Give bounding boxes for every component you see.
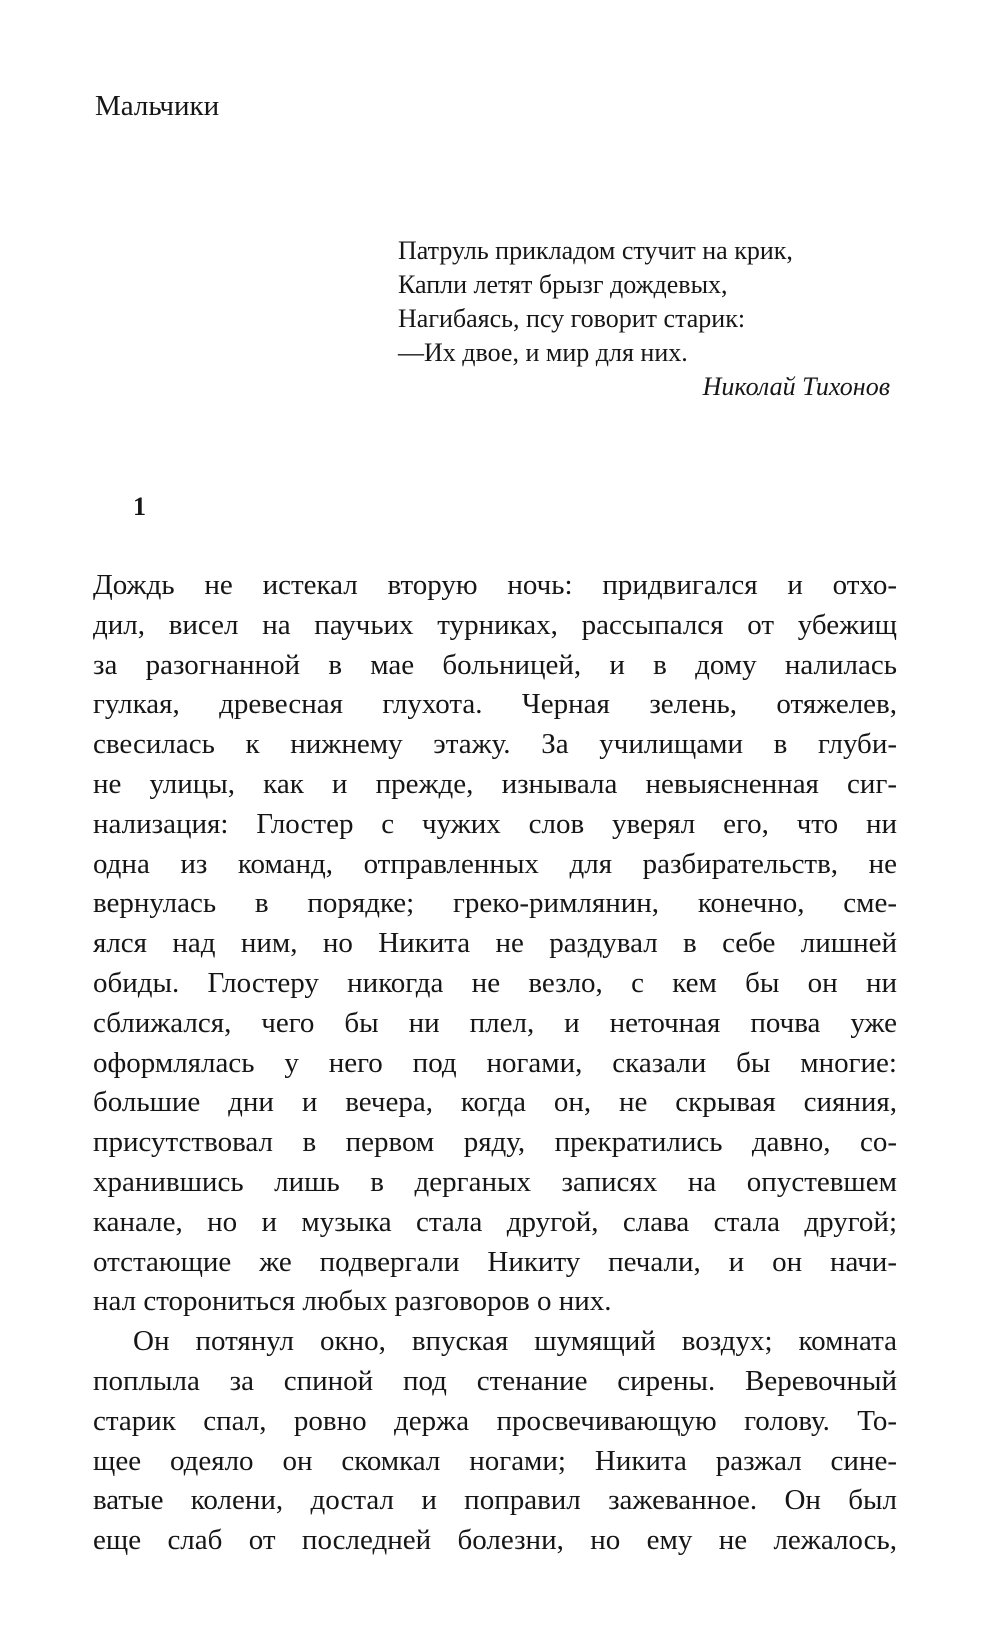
text-line: еще слаб от последней болезни, но ему не лежалось,	[93, 1524, 897, 1557]
text-line: щее одеяло он скомкал ногами; Никита разжал сине-	[93, 1444, 897, 1477]
text-line: не улицы, как и прежде, изнывала невыясненная сиг-	[93, 767, 897, 800]
text-line: Дождь не истекал вторую ночь: придвигался и отхо-	[93, 569, 897, 601]
text-line: старик спал, ровно держа просвечивающую голову. То-	[93, 1404, 897, 1437]
text-line: нализация: Глостер с чужих слов уверял его, что ни	[93, 807, 897, 840]
text-line: обиды. Глостеру никогда не везло, с кем бы он ни	[93, 966, 897, 999]
chapter-title: Мальчики	[95, 90, 220, 122]
text-line: хранившись лишь в дерганых записях на опустевшем	[93, 1165, 897, 1198]
body-text	[93, 566, 897, 1561]
text-line: ялся над ним, но Никита не раздувал в себе лишней	[93, 927, 897, 960]
text-line: сближался, чего бы ни плел, и неточная почва уже	[93, 1006, 897, 1039]
epigraph-author: Николай Тихонов	[702, 372, 890, 401]
text-line: вернулась в порядке; греко-римлянин, конечно, сме-	[93, 887, 897, 920]
text-line: отстающие же подвергали Никиту печали, и он начи-	[93, 1245, 897, 1278]
text-line: поплыла за спиной под стенание сирены. Веревочный	[93, 1364, 897, 1397]
text-line: нал сторониться любых разговоров о них.	[93, 1285, 612, 1318]
text-line: ватые колени, достал и поправил зажеванное. Он был	[93, 1484, 897, 1517]
text-line: гулкая, древесная глухота. Черная зелень, отяжелев,	[93, 688, 897, 721]
epigraph-line: —Их двое, и мир для них.	[398, 338, 688, 367]
text-line: оформлялась у него под ногами, сказали бы многие:	[93, 1046, 897, 1079]
text-line: одна из команд, отправленных для разбирательств, не	[93, 847, 897, 880]
text-line: присутствовал в первом ряду, прекратились давно, со-	[93, 1126, 897, 1159]
text-line: свесилась к нижнему этажу. За училищами в глуби-	[93, 728, 897, 761]
text-line: за разогнанной в мае больницей, и в дому налилась	[93, 648, 897, 681]
text-line: канале, но и музыка стала другой, слава стала другой;	[93, 1205, 897, 1238]
epigraph-line: Капли летят брызг дождевых,	[398, 270, 728, 299]
epigraph	[398, 234, 890, 404]
epigraph-line: Патруль прикладом стучит на крик,	[398, 236, 793, 265]
text-line: большие дни и вечера, когда он, не скрывая сияния,	[93, 1086, 897, 1119]
text-line: Он потянул окно, впуская шумящий воздух; комната	[133, 1325, 897, 1358]
epigraph-line: Нагибаясь, псу говорит старик:	[398, 304, 746, 333]
text-line: дил, висел на паучьих турниках, рассыпался от убежищ	[93, 608, 897, 641]
section-number: 1	[133, 492, 146, 521]
